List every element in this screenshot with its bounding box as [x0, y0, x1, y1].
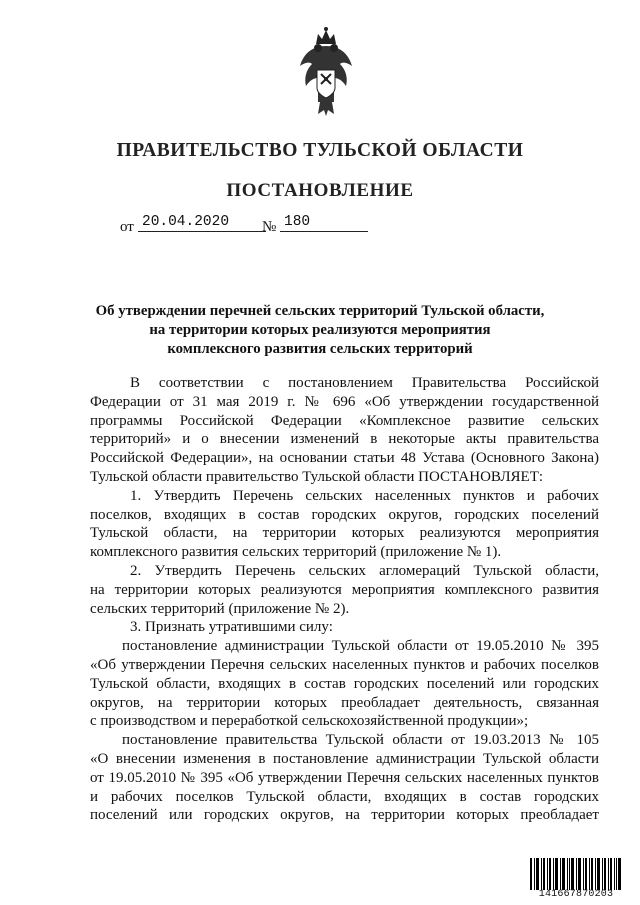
body-line: поселков, входящих в состав городских округов, городских поселений: [90, 506, 599, 523]
body-line: поселений или городских округов, на территории которых преобладает: [90, 807, 599, 824]
body-line: постановление администрации Тульской области от 19.05.2010 № 395: [122, 638, 599, 655]
barcode-bar: [576, 858, 577, 890]
barcode-icon: [528, 858, 624, 902]
barcode-bar: [602, 858, 603, 890]
barcode-bar: [597, 858, 600, 890]
barcode-bar: [543, 858, 545, 890]
barcode-bar: [595, 858, 596, 890]
barcode-bar: [553, 858, 554, 890]
body-line: «Об утверждении Перечня сельских населенных пунктов и рабочих поселков: [90, 656, 599, 673]
body-line: Федерации от 31 мая 2019 г. № 696 «Об утверждении государственной: [90, 393, 599, 410]
document-type: ПОСТАНОВЛЕНИЕ: [226, 180, 414, 201]
barcode-bar: [618, 858, 621, 890]
document-body: [90, 374, 599, 825]
body-line: и рабочих поселков Тульской области, входящих в состав городских: [90, 788, 599, 805]
body-line: 1. Утвердить Перечень сельских населенных пунктов и рабочих: [130, 487, 599, 504]
barcode-bar: [591, 858, 593, 890]
document-date: 20.04.2020: [138, 214, 266, 232]
barcode-bar: [541, 858, 542, 890]
body-line: Российской Федерации», на основании статьи 48 Устава (Основного Закона): [90, 450, 599, 467]
title-line: на территории которых реализуются мероприятия: [149, 322, 491, 338]
barcode-bar: [614, 858, 615, 890]
barcode-bar: [616, 858, 617, 890]
body-line: Тульской области, на территории которых реализуются мероприятия: [90, 525, 599, 542]
body-line: 2. Утвердить Перечень сельских агломераций Тульской области,: [130, 562, 599, 579]
barcode-bar: [567, 858, 568, 890]
body-line: сельских территорий (приложение № 2).: [90, 600, 350, 617]
barcode-bar: [589, 858, 590, 890]
barcode-bar: [583, 858, 584, 890]
body-line: В соответствии с постановлением Правительства Российской: [130, 375, 599, 391]
body-line: 3. Признать утратившими силу:: [130, 619, 333, 636]
body-line: Тульской области, входящих в состав городских поселений или городских: [90, 675, 599, 692]
body-line: на территории которых реализуются мероприятия комплексного развития: [90, 581, 599, 598]
barcode-bar: [536, 858, 539, 890]
body-line: округов, на территории которых преобладает деятельность, связанная: [90, 694, 599, 711]
barcode-bar: [571, 858, 574, 890]
body-line: с производством и переработкой сельскохозяйственной продукции»;: [90, 713, 529, 730]
document-number: 180: [280, 214, 368, 232]
document-title: [90, 302, 550, 359]
barcode-bar: [534, 858, 535, 890]
barcode-bar: [608, 858, 609, 890]
barcode-bar: [560, 858, 561, 890]
barcode-bar: [547, 858, 548, 890]
barcode-bar: [562, 858, 565, 890]
barcode-bar: [555, 858, 558, 890]
organization-name: ПРАВИТЕЛЬСТВО ТУЛЬСКОЙ ОБЛАСТИ: [116, 140, 524, 161]
tula-coat-of-arms-icon: [296, 22, 356, 122]
barcode-bar: [569, 858, 570, 890]
date-label: от: [120, 219, 134, 235]
body-line: от 19.05.2010 № 395 «Об утверждении Перечня сельских населенных пунктов: [90, 769, 599, 786]
body-line: программы Российской Федерации «Комплексное развитие сельских: [90, 412, 599, 429]
barcode-bar: [549, 858, 551, 890]
barcode-bars: [528, 858, 624, 890]
barcode-bar: [585, 858, 587, 890]
body-line: комплексного развития сельских территорий (приложение № 1).: [90, 544, 502, 561]
title-line: комплексного развития сельских территорий: [167, 341, 473, 357]
title-line: Об утверждении перечней сельских территорий Тульской области,: [95, 303, 545, 319]
number-label: №: [262, 219, 277, 235]
barcode-bar: [604, 858, 606, 890]
body-line: территорий» и о внесении изменений в некоторые акты правительства: [90, 431, 599, 448]
barcode-bar: [610, 858, 612, 890]
body-line: постановление правительства Тульской области от 19.03.2013 № 105: [122, 732, 599, 749]
barcode-bar: [578, 858, 581, 890]
document-meta: [120, 214, 540, 240]
body-line: Тульской области правительство Тульской области ПОСТАНОВЛЯЕТ:: [90, 468, 544, 485]
body-line: «О внесении изменения в постановление администрации Тульской области: [90, 750, 599, 767]
barcode-bar: [530, 858, 532, 890]
barcode-number: 141667870203: [538, 889, 614, 900]
